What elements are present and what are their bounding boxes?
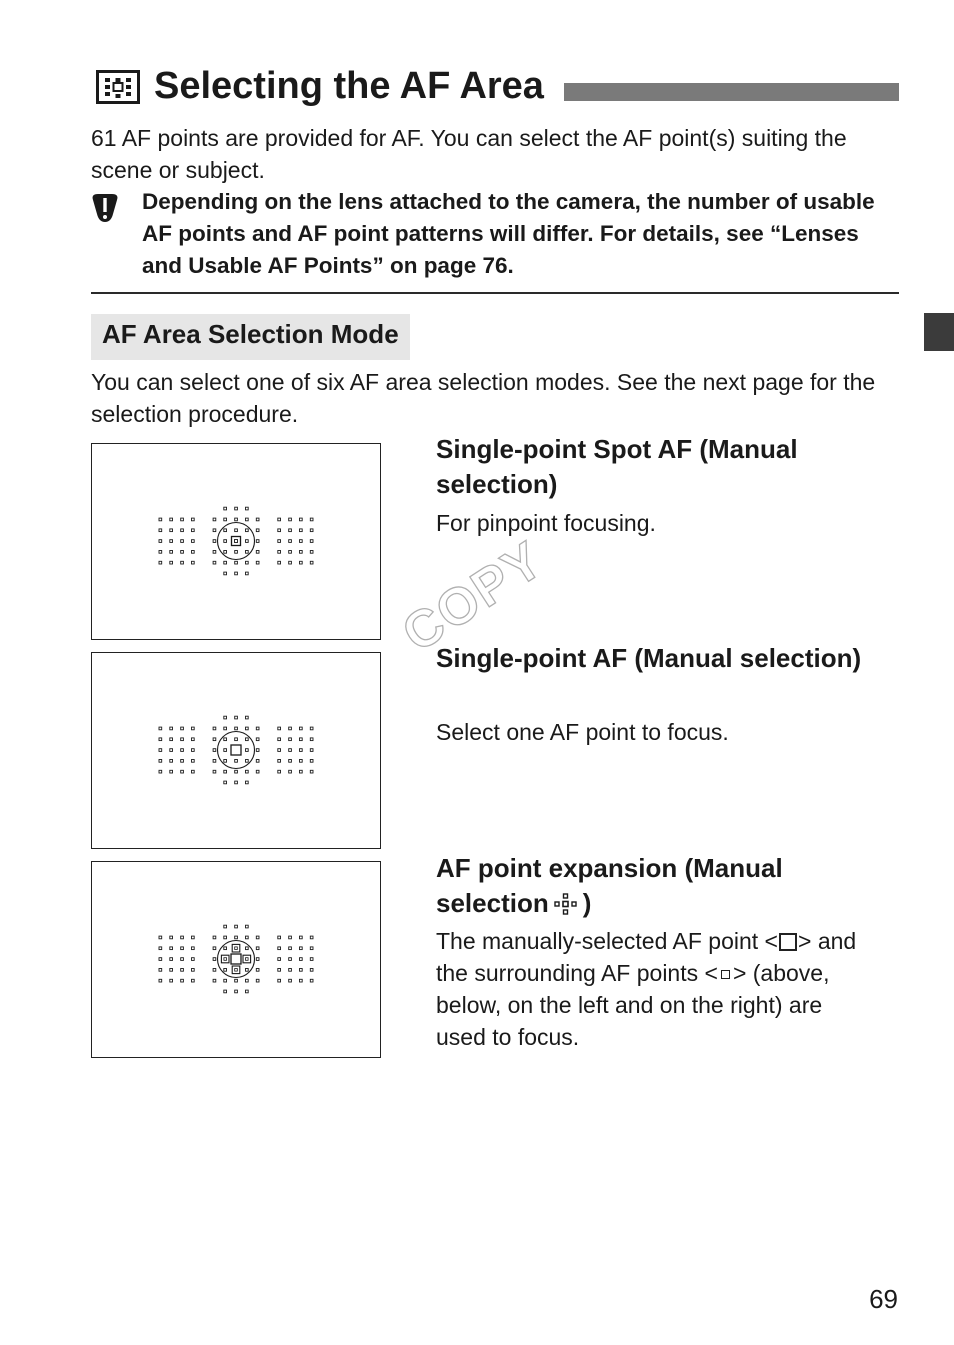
af-point [246,507,249,510]
af-point [289,936,292,939]
af-point [170,529,173,532]
af-point [278,551,281,554]
af-point [256,936,259,939]
expansion-af-point-inner [235,969,238,972]
af-point [213,936,216,939]
af-point [235,572,238,575]
divider [91,292,899,294]
af-point [256,540,259,543]
af-point [256,979,259,982]
af-point [159,979,162,982]
af-point [192,540,195,543]
af-point [246,947,249,950]
af-point [170,979,173,982]
mode-desc-spot: For pinpoint focusing. [436,510,656,536]
af-point [256,561,259,564]
af-point [213,561,216,564]
expansion-af-point-inner [246,958,249,961]
af-point [300,749,303,752]
af-point [224,540,227,543]
af-point [213,540,216,543]
af-point [278,979,281,982]
af-point [256,738,259,741]
section-intro: You can select one of six AF area selection modes. See the next page for the selection procedure. [91,369,876,427]
af-point [310,979,313,982]
af-point [224,936,227,939]
af-point [310,947,313,950]
af-point [224,551,227,554]
af-point [278,969,281,972]
af-diagram-single [91,652,381,849]
af-point [300,551,303,554]
af-point [235,990,238,993]
af-point [170,947,173,950]
af-diagram-spot [91,443,381,640]
af-point [159,958,162,961]
af-point [246,518,249,521]
af-point [224,947,227,950]
af-point [310,770,313,773]
af-point [192,738,195,741]
spot-af-point [235,540,238,543]
af-point [246,936,249,939]
mode-title-expansion-text: AF point expansion (Manual selection [436,853,783,918]
af-point [170,749,173,752]
af-point [192,979,195,982]
af-point [289,540,292,543]
af-point [224,925,227,928]
af-point [181,518,184,521]
af-point [213,518,216,521]
af-point [289,749,292,752]
caution-icon [90,192,120,224]
af-area-icon [96,70,140,104]
af-point [235,770,238,773]
intro-text: 61 AF points are provided for AF. You can select the AF point(s) suiting the scene or subject. [91,125,847,183]
af-diagram-expansion [91,861,381,1058]
af-point [213,947,216,950]
af-point [256,770,259,773]
af-point [246,738,249,741]
af-point [256,518,259,521]
af-point [159,551,162,554]
af-point [289,947,292,950]
af-point [300,518,303,521]
af-point [310,518,313,521]
af-point [246,781,249,784]
af-point [181,540,184,543]
af-point [159,760,162,763]
af-point [181,529,184,532]
af-point [192,947,195,950]
af-point [256,529,259,532]
af-point [192,529,195,532]
af-point [192,770,195,773]
af-point [213,760,216,763]
af-point [278,749,281,752]
af-point [256,760,259,763]
af-point [300,947,303,950]
selected-af-point [231,954,241,964]
expansion-af-point-inner [235,947,238,950]
mode-desc-expansion [436,925,876,1053]
af-point [289,760,292,763]
af-point [246,969,249,972]
af-point [224,518,227,521]
page-number: 69 [869,1284,898,1314]
af-point [159,936,162,939]
af-point [170,760,173,763]
af-point [289,770,292,773]
af-point [213,969,216,972]
af-point [246,990,249,993]
chapter-tab [924,313,954,351]
af-point [224,738,227,741]
af-point [256,727,259,730]
af-point [310,529,313,532]
af-point [300,727,303,730]
af-point [300,936,303,939]
af-point [159,770,162,773]
af-point [246,727,249,730]
af-point [159,561,162,564]
selected-af-point [231,745,241,755]
af-point [224,507,227,510]
af-point [159,540,162,543]
af-point [256,749,259,752]
af-point [192,561,195,564]
af-point [246,749,249,752]
af-point [192,727,195,730]
af-point [159,727,162,730]
af-point [192,969,195,972]
af-point [159,947,162,950]
af-point [246,572,249,575]
af-point [310,727,313,730]
af-point [300,760,303,763]
af-point [289,518,292,521]
af-point [278,529,281,532]
af-point [246,770,249,773]
mode-title-expansion [436,851,886,921]
af-point [256,947,259,950]
af-point [224,979,227,982]
af-point [224,969,227,972]
af-point [278,738,281,741]
af-point [278,958,281,961]
af-point [278,936,281,939]
af-point [181,551,184,554]
af-point [170,936,173,939]
af-point [181,727,184,730]
af-point [159,969,162,972]
af-point [213,738,216,741]
af-point [246,979,249,982]
spot-metering-circle [218,732,255,769]
af-point [235,979,238,982]
af-point [310,760,313,763]
af-point [256,969,259,972]
caution-text: Depending on the lens attached to the camera, the number of usable AF points and AF point patterns will differ. For details, see “Lenses and Usable AF Points” on page 76. [142,189,875,278]
af-point [170,540,173,543]
af-point [181,738,184,741]
af-point [289,969,292,972]
af-point [192,958,195,961]
af-point [278,561,281,564]
af-point [310,551,313,554]
af-point [224,572,227,575]
af-point [246,760,249,763]
mode-title-expansion-close: ) [582,888,592,918]
af-point [246,925,249,928]
af-point [170,958,173,961]
af-point [310,561,313,564]
af-point [181,947,184,950]
af-point [289,727,292,730]
af-point [235,529,238,532]
af-point [246,561,249,564]
af-point [181,770,184,773]
expansion-af-point [232,944,240,952]
af-expansion-icon [553,889,579,911]
desc-text-2: > and the surrounding AF points < [436,928,857,986]
expansion-af-point [243,955,251,963]
af-point [213,529,216,532]
af-point [159,529,162,532]
af-point [278,540,281,543]
af-point [235,507,238,510]
section-heading: AF Area Selection Mode [91,314,410,360]
af-point [224,749,227,752]
af-point [170,969,173,972]
af-point [278,727,281,730]
expansion-af-point [221,955,229,963]
af-point [192,551,195,554]
af-point [310,969,313,972]
af-point [278,518,281,521]
af-point [170,561,173,564]
af-point [289,551,292,554]
af-point [224,990,227,993]
af-point [224,727,227,730]
af-point [224,781,227,784]
desc-text-3: > (above, below, on the left and on the right) are used to focus. [436,960,830,1050]
spot-metering-circle [218,523,255,560]
af-point [224,716,227,719]
af-point [289,561,292,564]
af-point [246,716,249,719]
af-point [300,979,303,982]
af-point [213,727,216,730]
af-point [310,540,313,543]
af-point [289,738,292,741]
af-point [310,738,313,741]
af-point [278,947,281,950]
af-point [246,540,249,543]
mode-title-spot: Single-point Spot AF (Manual selection) [436,434,798,499]
af-point [192,518,195,521]
af-point [300,540,303,543]
af-point [181,561,184,564]
af-point [170,518,173,521]
af-point [181,979,184,982]
af-point [213,749,216,752]
af-point [159,518,162,521]
af-point [300,770,303,773]
af-point [289,958,292,961]
af-point [159,738,162,741]
af-point [159,749,162,752]
af-point [170,551,173,554]
af-point [235,551,238,554]
af-point [246,551,249,554]
af-point [235,781,238,784]
af-point [256,958,259,961]
page-title: Selecting the AF Area [154,65,544,107]
mode-desc-single: Select one AF point to focus. [436,719,729,745]
af-point [181,936,184,939]
af-point [170,770,173,773]
af-point [278,760,281,763]
spot-metering-circle [218,941,255,978]
af-point [213,551,216,554]
af-point [256,551,259,554]
selected-af-point-icon [779,933,797,951]
expansion-af-point [232,966,240,974]
af-point [224,561,227,564]
af-point [235,716,238,719]
mode-title-single: Single-point AF (Manual selection) [436,643,862,673]
af-point [235,760,238,763]
af-point [170,738,173,741]
af-point [181,969,184,972]
af-point [278,770,281,773]
title-rule [564,83,899,101]
af-point [310,749,313,752]
af-point [235,727,238,730]
af-point [235,561,238,564]
af-point [300,738,303,741]
af-point [289,979,292,982]
af-point [310,936,313,939]
af-point [246,529,249,532]
copy-watermark: COPY [392,530,555,664]
surrounding-af-point-icon [721,970,730,979]
af-point [289,529,292,532]
expansion-af-point-inner [224,958,227,961]
af-point [235,925,238,928]
af-point [213,958,216,961]
af-point [310,958,313,961]
af-point [300,529,303,532]
af-point [213,770,216,773]
af-point [224,760,227,763]
af-point [192,749,195,752]
af-point [181,760,184,763]
af-point [170,727,173,730]
af-point [300,969,303,972]
af-point [224,529,227,532]
af-point [192,936,195,939]
af-point [300,958,303,961]
af-point [300,561,303,564]
af-point [181,749,184,752]
selected-af-point [232,537,241,546]
af-point [235,936,238,939]
af-point [224,770,227,773]
af-point [192,760,195,763]
desc-text-1: The manually-selected AF point < [436,928,778,954]
af-point [181,958,184,961]
af-point [213,979,216,982]
af-point [235,738,238,741]
af-point [235,518,238,521]
